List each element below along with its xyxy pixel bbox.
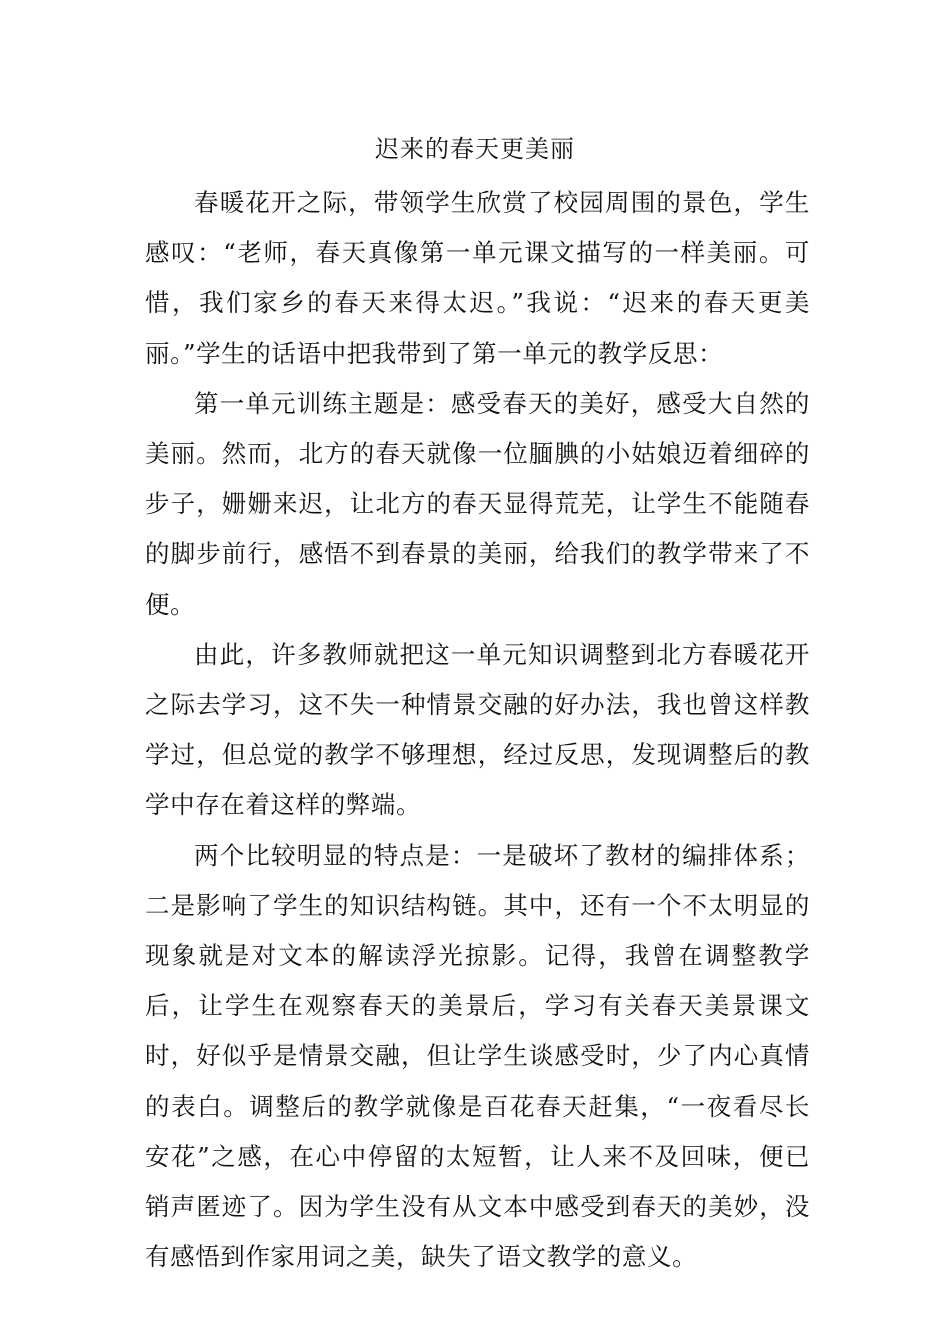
document-title: 迟来的春天更美丽 <box>375 135 575 163</box>
document-body <box>145 178 810 1282</box>
paragraph-2: 第一单元训练主题是：感受春天的美好，感受大自然的美丽。然而，北方的春天就像一位腼腆的小姑娘迈着细碎的步子，姗姗来迟，让北方的春天显得荒芜，让学生不能随春的脚步前行，感悟不到春景的美丽，给我们的教学带来了不便。 <box>145 388 810 619</box>
paragraph-1: 春暖花开之际，带领学生欣赏了校园周围的景色，学生感叹：“老师，春天真像第一单元课文描写的一样美丽。可惜，我们家乡的春天来得太迟。”我说：“迟来的春天更美丽。”学生的话语中把我带到了第一单元的教学反思： <box>145 188 810 368</box>
paragraph-4: 两个比较明显的特点是：一是破坏了教材的编排体系；二是影响了学生的知识结构链。其中，还有一个不太明显的现象就是对文本的解读浮光掠影。记得，我曾在调整教学后，让学生在观察春天的美景后，学习有关春天美景课文时，好似乎是情景交融，但让学生谈感受时，少了内心真情的表白。调整后的教学就像是百花春天赶集，“一夜看尽长安花”之感，在心中停留的太短暂，让人来不及回味，便已销声匿迹了。因为学生没有从文本中感受到春天的美妙，没有感悟到作家用词之美，缺失了语文教学的意义。 <box>145 840 810 1272</box>
paragraph-3: 由此，许多教师就把这一单元知识调整到北方春暖花开之际去学习，这不失一种情景交融的好办法，我也曾这样教学过，但总觉的教学不够理想，经过反思，发现调整后的教学中存在着这样的弊端。 <box>145 639 810 820</box>
